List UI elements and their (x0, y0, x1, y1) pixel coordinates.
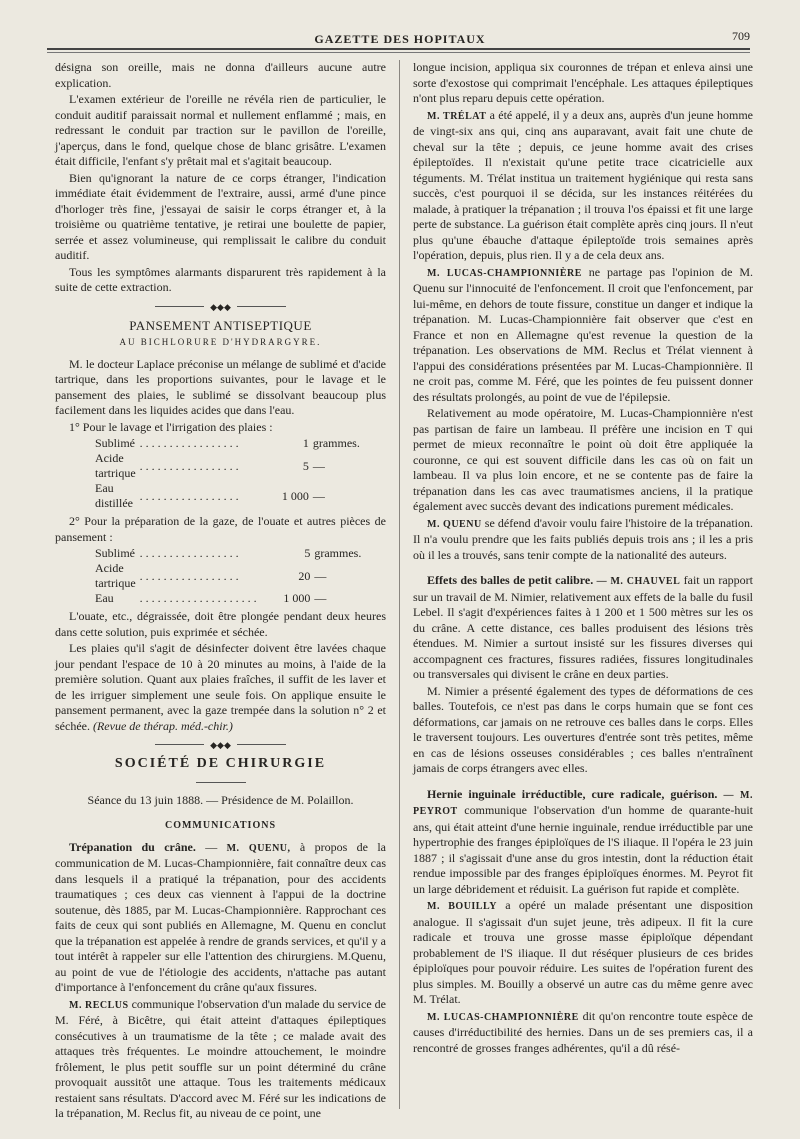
right-column (413, 60, 753, 1057)
article-paragraph: Trépanation du crâne. — M. QUENU, à propos de la communication de M. Lucas-Championnière, fait connaître deux cas dans lesquels il a pratiqué la trépanation, pour des accidents traumatiques ; ces deux cas viennent à l'appui de la doctrine soutenue, dès 1885, par M. Lucas-Championnière. Rapprochant ces faits de ceux qui sont publiés en Allemagne, M. Quenu en conclut que la trépanation est appelée à rendre de grands services, et qu'il y a tout intérêt à rappeler sur elle l'attention des chirurgiens. M.Quenu, au point de vue de l'étiologie des accidents, n'attache pas autant d'importance à l'enfoncement du crâne qu'aux fissures. (55, 839, 386, 994)
ingredient-unit: grammes. (312, 436, 360, 450)
author-name: M. QUENU (427, 518, 482, 530)
ingredient-qty: 20 (298, 568, 311, 583)
recipe-row (95, 481, 386, 511)
ornament-divider: ◆◆◆ (55, 302, 386, 310)
article-paragraph (413, 898, 753, 1008)
article-title: Trépanation du crâne. (69, 839, 196, 854)
author-name: — M. CHAUVEL (593, 576, 681, 587)
article-paragraph (413, 516, 753, 564)
paragraph: L'examen extérieur de l'oreille ne révéla rien de particulier, le conduit auditif paraissait normal et nullement enflammé ; mais, en redressant le conduit par traction sur le pavillon de l'oreille, j'aperçus, dans le fond, quelque chose de blanc grisâtre. L'examen était difficile, l'enfant s'y prêtait mal et s'agitait beaucoup. (55, 92, 386, 168)
leader-dots: . . . . . . . . . . . . . . . . . (139, 568, 239, 583)
ingredient-unit: grammes. (314, 546, 362, 560)
ingredient-qty: 1 000 (281, 488, 309, 503)
column-divider (399, 60, 400, 1109)
article-text: a opéré un malade présentant une disposition analogue. Il s'agissait d'un sujet jeune, très adipeux. Il fit la cure radicale et trouva une grosse masse épiploïque dépendant probablement de l'S iliaque. Il dut réséquer plusieurs de ces brides épiploïques pour pouvoir réduire. Les suites de l'opération furent des plus simples. M. Bouilly a observé un autre cas du même genre avec M. Trélat. (413, 898, 753, 1006)
article-title: Effets des balles de petit calibre. (427, 573, 594, 587)
recipe-row (95, 561, 386, 591)
article-paragraph (413, 787, 753, 898)
recipe-intro: 2° Pour la préparation de la gaze, de l'ouate et autres pièces de pansement : (55, 514, 386, 544)
header-rule-thin (47, 52, 750, 53)
ingredient-qty: 1 (302, 436, 309, 450)
recipe-intro: 1° Pour le lavage et l'irrigation des plaies : (69, 419, 273, 434)
short-rule (196, 782, 246, 783)
paragraph: Relativement au mode opératoire, M. Lucas-Championnière n'est pas partisan de faire un lambeau. Il préfère une incision en T qui permet de mieux reconnaître le point où doit être appliquée la couronne, ce qui est souvent difficile dans les cas où on fait un lambeau. Il va plus loin encore, et ne se contente pas de faire la trépanation dans les cas avec traumatismes anciens, il la pratique également avec succès devant des indications purement médicales. (413, 406, 753, 513)
recipe-table-2 (95, 546, 386, 606)
author-name: — M. PEYROT (413, 789, 753, 817)
ingredient-name: Acide tartrique (95, 451, 136, 480)
author-name: M. QUENU, (226, 842, 291, 854)
paragraph: Bien qu'ignorant la nature de ce corps étranger, l'indication immédiate était évidemment de l'extraire, aussi, armé d'une pince d'horloger très fine, j'essayai de saisir le corps étranger et, à la troisième ou quatrième tentative, je retirai une boulette de papier, serrée et assez volumineuse, qui remplissait le calibre du conduit auditif. (55, 170, 386, 262)
paragraph: M. Nimier a présenté également des types de déformations de ces balles. Toutefois, ce n'est pas dans le corps humain que se font ces déformations, car jamais on ne retrouve ces balles dans le corps. Elles le traversent toujours. Les ouvertures d'entrée sont très petites, même en cas de lésions osseuses considérables ; ces balles n'entraînent jamais de corps étrangers avec elles. (413, 683, 753, 775)
leader-dots: . . . . . . . . . . . . . . . . . (139, 436, 239, 450)
article-text: a été appelé, il y a deux ans, auprès d'un jeune homme de vingt-six ans qui, cinq ans auparavant, avait fait une chute de cheval sur la tête ; depuis, ce jeune homme avait des crises épileptoïdes. Il n'existait qu'une petite trace cicatricielle aux téguments. M. Trélat institua un traitement hygiénique qui resta sans succès, c'est pourquoi il se décida, sur les instances réitérées du malade, à pratiquer la trépanation ; il trouva l'os épaissi et fit une large perte de substance. La guérison était complète après cinq jours. Il n'eut plus qu'une ébauche d'attaque épileptoïde trois semaines après l'opération, depuis, plus rien. Il y a de cela deux ans. (413, 107, 753, 262)
ingredient-unit: — (312, 458, 325, 473)
recipe-table-1 (95, 436, 386, 511)
paragraph: Tous les symptômes alarmants disparurent très rapidement à la suite de cette extraction. (55, 264, 386, 294)
running-head (0, 26, 800, 46)
ingredient-name: Acide tartrique (95, 561, 136, 590)
session-line: Séance du 13 juin 1888. — Présidence de M. Polaillon. (87, 792, 354, 807)
paragraph: L'ouate, etc., dégraissée, doit être plongée pendant deux heures dans cette solution, puis exprimée et séchée. (55, 609, 386, 639)
article-text: ne partage pas l'opinion de M. Quenu sur l'innocuité de l'enfoncement. Il croit que l'enfoncement, par lui-même, en dehors de toute fissure, constitue un danger et indique la trépanation. M. Lucas-Championnière fait observer que c'est en France et non en Allemagne qu'est revenue la question de la trépanation. Les observations de MM. Reclus et Trélat viennent à l'appui des considérations présentées par M. Lucas-Championnière. Il ne croit pas, comme M. Féré, que les pointes de feu puissent donner des résultats prolongés, au point de vue de l'épilepsie. (413, 264, 753, 404)
article-text: fait un rapport sur un travail de M. Nimier, relativement aux effets de la balle du fusil Lebel. Il s'agit d'expériences faites à 1 200 et 1 500 mètres sur les os du crâne. A cette distance, ces balles produisent des lésions très étendues. M. Nimier a surtout insisté sur les fissures diverses qui accompagnent ces fractures, fissures radiées, fissures longitudinales ou transversales qui divisent le crâne en deux parties. (413, 573, 753, 681)
author-name: M. LUCAS-CHAMPIONNIÈRE (427, 267, 582, 279)
source-citation: (Revue de thérap. méd.-chir.) (92, 718, 233, 733)
article-text: communique l'observation d'un homme de quarante-huit ans, qui était atteint d'une hernie inguinale, rendue irréductible par une hypertrophie des franges épiploïques de l'S iliaque. Il l'opéra le 23 juin 1887 ; il s'agissait d'une anse du gros intestin, dont la réduction était rendue impossible par des franges épiploïques énormes. M. Peyrot fit un large débridement et réduisit. La guérison fut rapide et complète. (413, 803, 753, 896)
ingredient-qty: 5 (304, 546, 311, 560)
ingredient-qty: 5 (302, 458, 309, 473)
section-subtitle: AU BICHLORURE D'HYDRARGYRE. (119, 337, 322, 347)
author-name: M. RECLUS (69, 999, 129, 1011)
paragraph: désigna son oreille, mais ne donna d'ailleurs aucune autre explication. (55, 60, 386, 90)
paragraph: longue incision, appliqua six couronnes de trépan et enleva ainsi une sorte d'exostose qui comprimait l'encéphale. Les attaques épileptiques n'ont plus reparu depuis cette opération. (413, 60, 753, 105)
leader-dots: . . . . . . . . . . . . . . . . . (139, 458, 239, 473)
society-title: SOCIÉTÉ DE CHIRURGIE (114, 756, 327, 771)
ornament-divider: ◆◆◆ (55, 740, 386, 748)
author-name: M. TRÉLAT (427, 110, 487, 122)
paragraph: M. le docteur Laplace préconise un mélange de sublimé et d'acide tartrique, dans les proportions suivantes, pour le lavage et le pansement des plaies, le sublimé se dissolvant beaucoup plus facilement dans les liquides acides que dans l'eau. (55, 356, 386, 417)
paragraph-text: Les plaies qu'il s'agit de désinfecter doivent être lavées chaque jour pendant l'espace de 10 à 20 minutes au moins, à l'aide de la première solution. Quant aux plaies fraîches, il suffit de les laver et de les irriguer simplement une seule fois. On applique ensuite le pansement permanent, avec la gaze trempée dans la solution n° 2 et séchée. (55, 641, 386, 733)
running-title: GAZETTE DES HOPITAUX (314, 32, 486, 46)
ingredient-qty: 1 000 (283, 591, 311, 605)
article-title: Hernie inguinale irréductible, cure radicale, guérison. (427, 786, 718, 801)
ingredient-unit: — (312, 488, 325, 503)
article-paragraph (55, 997, 386, 1122)
leader-dots: . . . . . . . . . . . . . . . . . (139, 488, 239, 503)
article-paragraph (413, 265, 753, 406)
recipe-row (95, 436, 386, 451)
ingredient-name: Eau distillée (95, 481, 133, 510)
header-rule (47, 48, 750, 50)
left-column (55, 60, 386, 1123)
ingredient-name: Eau (95, 591, 114, 605)
recipe-row (95, 451, 386, 481)
author-name: M. BOUILLY (427, 901, 497, 912)
article-text: à propos de la communication de M. Lucas-Championnière, fait connaître deux cas dans lesquels il a pratiqué la trépanation, pour des accidents traumatiques ; ces deux cas viennent à l'appui de la doctrine soutenue, dès 1885, par M. Lucas-Championnière. Rapprochant ces faits de ceux qui sont publiés en Allemagne, M. Quenu en conclut que la trépanation est appelée à rendre de grands services, et qu'il y a tout intérêt à rappeler sur elle l'attention des chirurgiens. M.Quenu, au point de vue de l'étiologie des accidents, n'attache pas autant d'importance à l'enfoncement du crâne qu'aux fissures. (55, 839, 386, 994)
article-text: se défend d'avoir voulu faire l'histoire de la trépanation. Il n'a voulu prendre que les faits publiés depuis trois ans ; il les a pris où il les a trouvés, sans tenir compte de la nationalité des auteurs. (413, 515, 753, 562)
paragraph (55, 641, 386, 734)
leader-dots: . . . . . . . . . . . . . . . . . . . . (139, 591, 257, 605)
leader-dots: . . . . . . . . . . . . . . . . . (139, 546, 239, 560)
author-name: M. LUCAS-CHAMPIONNIÈRE (427, 1011, 579, 1023)
ingredient-unit: — (314, 591, 327, 605)
recipe-row (95, 546, 386, 561)
article-paragraph (413, 108, 753, 264)
page-number: 709 (732, 29, 750, 43)
recipe-row (95, 591, 386, 606)
article-text: dit qu'on rencontre toute espèce de causes d'irréductibilité des hernies. Dans un de ses premiers cas, il a rencontré de grosses franges adhérentes, qu'il a dû résé- (413, 1008, 753, 1055)
ingredient-unit: — (314, 568, 327, 583)
ingredient-name: Sublimé (95, 546, 136, 560)
communications-heading: COMMUNICATIONS (164, 820, 277, 831)
article-paragraph (413, 1009, 753, 1057)
ingredient-name: Sublimé (95, 436, 136, 450)
section-title: PANSEMENT ANTISEPTIQUE (129, 317, 312, 333)
article-paragraph (413, 573, 753, 683)
article-text: communique l'observation d'un malade du service de M. Féré, à Bicêtre, qui était atteint d'attaques épileptiques consécutives à un traumatisme de la tête ; ce malade avait des attaques très fréquentes. Le moindre attouchement, le moindre frôlement, le plus petit souffle sur un point déterminé du crâne provoquait aussitôt une attaque. Tous les traitements médicaux restaient sans résultats. D'accord avec M. Féré sur les indications de la trépanation, M. Reclus fit, au niveau de ce point, une (55, 996, 387, 1120)
